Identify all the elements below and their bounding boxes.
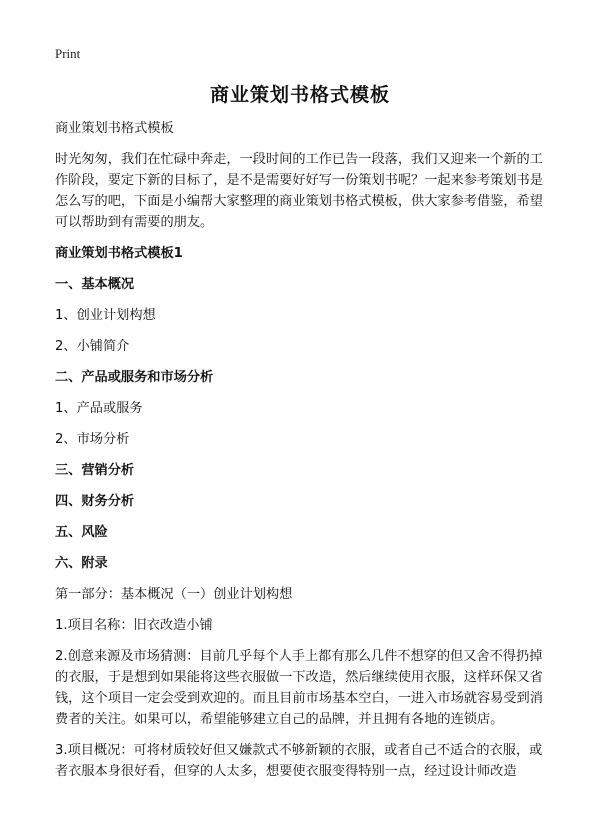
document-subtitle: 商业策划书格式模板 <box>55 121 174 136</box>
list-item: 1、创业计划构想 <box>55 308 156 323</box>
list-item: 2、市场分析 <box>55 432 130 447</box>
list-item: 1、产品或服务 <box>55 401 143 416</box>
page-title: 商业策划书格式模板 <box>209 84 390 106</box>
list-item: 2、小铺简介 <box>55 339 130 354</box>
section-heading-risk: 五、风险 <box>55 525 108 540</box>
section-heading-finance: 四、财务分析 <box>55 494 135 509</box>
project-overview-paragraph: 3.项目概况：可将材质较好但又嫌款式不够新颖的衣服，或者自己不适合的衣服，或者衣服本身很好看，但穿的人太多，想要使衣服变得特别一点，经过设计师改造 <box>55 743 543 779</box>
document-body <box>55 118 547 792</box>
print-button[interactable]: Print <box>55 46 81 61</box>
section-heading-product-market: 二、产品或服务和市场分析 <box>55 370 214 385</box>
part-heading: 第一部分：基本概况（一）创业计划构想 <box>55 587 293 602</box>
section-heading-basic-overview: 一、基本概况 <box>55 277 135 292</box>
template-heading: 商业策划书格式模板1 <box>55 246 183 261</box>
section-heading-marketing: 三、营销分析 <box>55 463 135 478</box>
section-heading-appendix: 六、附录 <box>55 556 108 571</box>
project-name-paragraph: 1.项目名称：旧衣改造小铺 <box>55 618 213 633</box>
intro-paragraph: 时光匆匆，我们在忙碌中奔走，一段时间的工作已告一段落，我们又迎来一个新的工作阶段，要定下新的目标了，是不是需要好好写一份策划书呢？一起来参考策划书是怎么写的吧，下面是小编帮大家整理的商业策划书格式模板，供大家参考借鉴，希望可以帮助到有需要的朋友。 <box>55 152 543 230</box>
idea-source-paragraph: 2.创意来源及市场猜测：目前几乎每个人手上都有那么几件不想穿的但又舍不得扔掉的衣服，于是想到如果能将这些衣服做一下改造，然后继续使用衣服，这样环保又省钱，这个项目一定会受到欢迎的。而且目前市场基本空白，一进入市场就容易受到消费者的关注。如果可以，希望能够建立自己的品牌，并且拥有各地的连锁店。 <box>55 649 543 727</box>
